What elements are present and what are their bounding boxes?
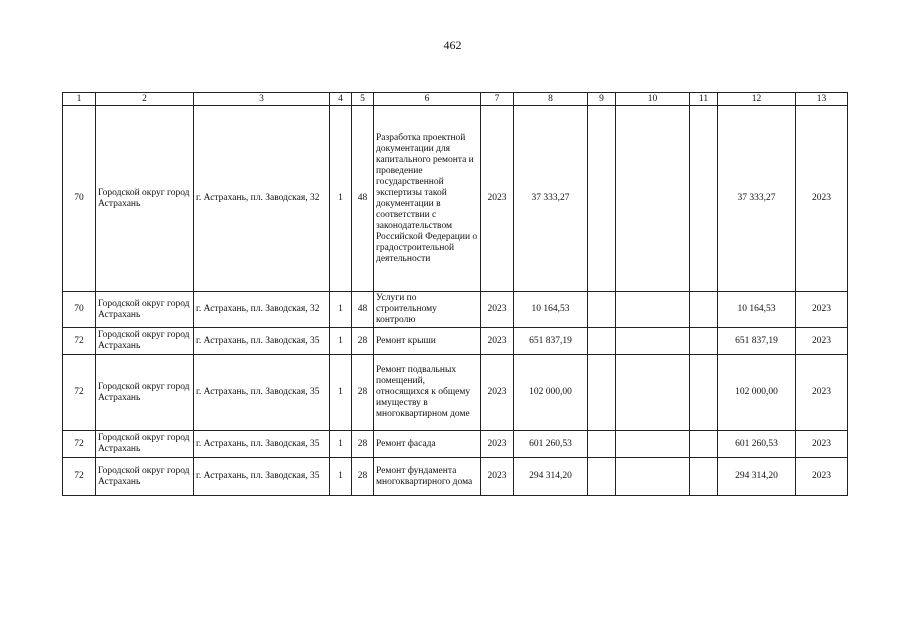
col5-cell: 48 <box>352 292 374 328</box>
col10-cell <box>616 458 690 496</box>
completion-year-cell: 2023 <box>796 328 848 355</box>
municipality-cell: Городской округ город Астрахань <box>96 355 194 431</box>
work-type-cell: Ремонт крыши <box>374 328 481 355</box>
municipality-cell: Городской округ город Астрахань <box>96 292 194 328</box>
col10-cell <box>616 355 690 431</box>
row-number-cell: 70 <box>63 106 96 292</box>
completion-year-cell: 2023 <box>796 458 848 496</box>
table-row <box>63 328 848 355</box>
municipality-cell: Городской округ город Астрахань <box>96 106 194 292</box>
year-cell: 2023 <box>481 431 514 458</box>
capital-repair-table <box>62 92 848 496</box>
address-cell: г. Астрахань, пл. Заводская, 32 <box>194 292 330 328</box>
work-type-cell: Ремонт подвальных помещений, относящихся к общему имуществу в многоквартирном доме <box>374 355 481 431</box>
funding-cell: 10 164,53 <box>718 292 796 328</box>
page-number: 462 <box>443 38 462 52</box>
address-cell: г. Астрахань, пл. Заводская, 35 <box>194 431 330 458</box>
completion-year-cell: 2023 <box>796 355 848 431</box>
table-row <box>63 106 848 292</box>
work-type-cell: Услуги по строительному контролю <box>374 292 481 328</box>
funding-cell: 102 000,00 <box>718 355 796 431</box>
table-row <box>63 355 848 431</box>
year-cell: 2023 <box>481 458 514 496</box>
funding-cell: 37 333,27 <box>718 106 796 292</box>
column-number: 2 <box>96 93 194 106</box>
col9-cell <box>588 458 616 496</box>
table-row <box>63 458 848 496</box>
column-number: 12 <box>718 93 796 106</box>
column-number: 7 <box>481 93 514 106</box>
col4-cell: 1 <box>330 431 352 458</box>
municipality-cell: Городской округ город Астрахань <box>96 328 194 355</box>
funding-cell: 601 260,53 <box>718 431 796 458</box>
col11-cell <box>690 458 718 496</box>
municipality-cell: Городской округ город Астрахань <box>96 431 194 458</box>
funding-cell: 651 837,19 <box>718 328 796 355</box>
col10-cell <box>616 292 690 328</box>
column-number: 9 <box>588 93 616 106</box>
col4-cell: 1 <box>330 458 352 496</box>
row-number-cell: 72 <box>63 458 96 496</box>
column-number: 13 <box>796 93 848 106</box>
year-cell: 2023 <box>481 328 514 355</box>
completion-year-cell: 2023 <box>796 431 848 458</box>
col10-cell <box>616 328 690 355</box>
col11-cell <box>690 328 718 355</box>
year-cell: 2023 <box>481 355 514 431</box>
column-number-row <box>63 93 848 106</box>
total-cost-cell: 651 837,19 <box>514 328 588 355</box>
col9-cell <box>588 355 616 431</box>
work-type-cell: Ремонт фасада <box>374 431 481 458</box>
address-cell: г. Астрахань, пл. Заводская, 35 <box>194 355 330 431</box>
col11-cell <box>690 355 718 431</box>
col9-cell <box>588 328 616 355</box>
col10-cell <box>616 106 690 292</box>
row-number-cell: 72 <box>63 355 96 431</box>
col9-cell <box>588 106 616 292</box>
total-cost-cell: 10 164,53 <box>514 292 588 328</box>
column-number: 11 <box>690 93 718 106</box>
column-number: 4 <box>330 93 352 106</box>
col11-cell <box>690 292 718 328</box>
work-type-cell: Разработка проектной документации для капитального ремонта и проведение государственной экспертизы такой документации в соответствии с законодательством Российской Федерации о градостроительной деятельности <box>374 106 481 292</box>
work-type-cell: Ремонт фундамента многоквартирного дома <box>374 458 481 496</box>
total-cost-cell: 601 260,53 <box>514 431 588 458</box>
year-cell: 2023 <box>481 106 514 292</box>
total-cost-cell: 294 314,20 <box>514 458 588 496</box>
column-number: 5 <box>352 93 374 106</box>
table-row <box>63 431 848 458</box>
col5-cell: 28 <box>352 355 374 431</box>
address-cell: г. Астрахань, пл. Заводская, 32 <box>194 106 330 292</box>
col10-cell <box>616 431 690 458</box>
row-number-cell: 70 <box>63 292 96 328</box>
completion-year-cell: 2023 <box>796 106 848 292</box>
column-number: 6 <box>374 93 481 106</box>
col4-cell: 1 <box>330 292 352 328</box>
col5-cell: 28 <box>352 328 374 355</box>
funding-cell: 294 314,20 <box>718 458 796 496</box>
col4-cell: 1 <box>330 328 352 355</box>
total-cost-cell: 37 333,27 <box>514 106 588 292</box>
col5-cell: 28 <box>352 458 374 496</box>
total-cost-cell: 102 000,00 <box>514 355 588 431</box>
column-number: 10 <box>616 93 690 106</box>
col11-cell <box>690 106 718 292</box>
table-row <box>63 292 848 328</box>
column-number: 3 <box>194 93 330 106</box>
col4-cell: 1 <box>330 355 352 431</box>
completion-year-cell: 2023 <box>796 292 848 328</box>
col4-cell: 1 <box>330 106 352 292</box>
col5-cell: 28 <box>352 431 374 458</box>
col11-cell <box>690 431 718 458</box>
col5-cell: 48 <box>352 106 374 292</box>
col9-cell <box>588 431 616 458</box>
year-cell: 2023 <box>481 292 514 328</box>
row-number-cell: 72 <box>63 431 96 458</box>
row-number-cell: 72 <box>63 328 96 355</box>
municipality-cell: Городской округ город Астрахань <box>96 458 194 496</box>
address-cell: г. Астрахань, пл. Заводская, 35 <box>194 458 330 496</box>
column-number: 1 <box>63 93 96 106</box>
col9-cell <box>588 292 616 328</box>
column-number: 8 <box>514 93 588 106</box>
address-cell: г. Астрахань, пл. Заводская, 35 <box>194 328 330 355</box>
